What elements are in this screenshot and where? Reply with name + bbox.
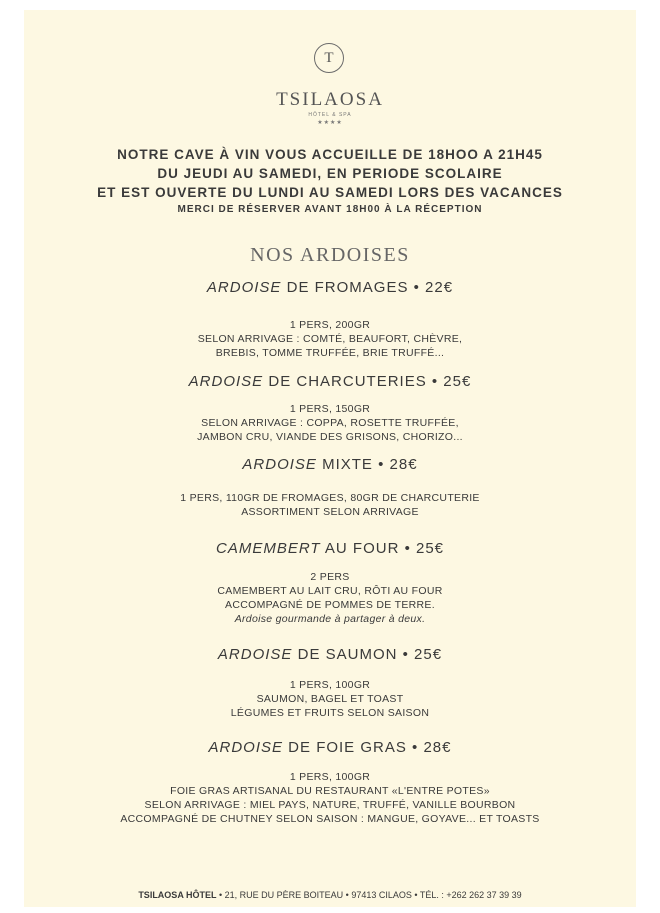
item-title-italic: ARDOISE (206, 279, 282, 296)
item-line: 1 PERS, 110GR DE FROMAGES, 80GR DE CHARCUTERIE (180, 492, 480, 504)
item-title-rest: MIXTE • 28€ (316, 456, 418, 473)
item-line: SAUMON, BAGEL ET TOAST (256, 693, 404, 705)
item-title (24, 739, 636, 756)
section-title: NOS ARDOISES (250, 244, 410, 266)
item-title (24, 373, 636, 390)
item-line: 1 PERS, 100GR (289, 679, 371, 691)
footer-address: • 21, RUE DU PÈRE BOITEAU • 97413 CILAOS • TÉL. : +262 262 37 39 39 (216, 890, 522, 900)
item-title-italic: ARDOISE (188, 373, 264, 390)
item-line: CAMEMBERT AU LAIT CRU, RÔTI AU FOUR (217, 585, 443, 597)
item-title-italic: CAMEMBERT (215, 540, 321, 557)
intro-line-4: MERCI DE RÉSERVER AVANT 18H00 À LA RÉCEPTION (177, 204, 483, 215)
logo-emblem (314, 43, 344, 73)
item-line: LÉGUMES ET FRUITS SELON SAISON (230, 707, 430, 719)
intro-line-3: ET EST OUVERTE DU LUNDI AU SAMEDI LORS DES VACANCES (97, 185, 563, 200)
item-line: BREBIS, TOMME TRUFFÉE, BRIE TRUFFÉ... (215, 347, 445, 359)
intro-line-2: DU JEUDI AU SAMEDI, EN PERIODE SCOLAIRE (157, 166, 503, 181)
item-note: Ardoise gourmande à partager à deux. (234, 613, 426, 625)
item-line: 1 PERS, 200GR (289, 319, 371, 331)
item-line: ACCOMPAGNÉ DE POMMES DE TERRE. (225, 599, 435, 611)
intro-line-1: NOTRE CAVE À VIN VOUS ACCUEILLE DE 18HOO A 21H45 (117, 147, 543, 162)
menu-page (24, 10, 636, 907)
brand-name: TSILAOSA (276, 89, 384, 110)
item-title-rest: DE CHARCUTERIES • 25€ (263, 373, 472, 390)
item-line: FOIE GRAS ARTISANAL DU RESTAURANT «L'ENTRE POTES» (170, 785, 490, 797)
item-title (24, 456, 636, 473)
item-line: 2 PERS (310, 571, 350, 583)
item-title-rest: DE FOIE GRAS • 28€ (283, 739, 452, 756)
item-title-italic: ARDOISE (208, 739, 284, 756)
item-line: ACCOMPAGNÉ DE CHUTNEY SELON SAISON : MANGUE, GOYAVE... ET TOASTS (120, 813, 540, 825)
item-line: SELON ARRIVAGE : MIEL PAYS, NATURE, TRUFFÉ, VANILLE BOURBON (144, 799, 516, 811)
item-title-italic: ARDOISE (242, 456, 317, 473)
item-title (24, 646, 636, 663)
item-line: 1 PERS, 150GR (289, 403, 371, 415)
item-title-rest: DE FROMAGES • 22€ (281, 279, 454, 296)
footer-hotel-name: TSILAOSA HÔTEL (138, 890, 217, 900)
star-rating: ★★★★ (317, 120, 343, 126)
item-line: SELON ARRIVAGE : COPPA, ROSETTE TRUFFÉE, (201, 417, 459, 429)
logo-letter: T (324, 50, 334, 66)
item-title-italic: ARDOISE (217, 646, 293, 663)
item-line: ASSORTIMENT SELON ARRIVAGE (241, 506, 419, 518)
item-title (24, 540, 636, 557)
brand-subtitle: HÔTEL & SPA (308, 112, 352, 118)
item-line: 1 PERS, 100GR (289, 771, 371, 783)
item-title-rest: DE SAUMON • 25€ (292, 646, 443, 663)
item-title-rest: AU FOUR • 25€ (320, 540, 445, 557)
item-title (24, 279, 636, 296)
item-line: SELON ARRIVAGE : COMTÉ, BEAUFORT, CHÈVRE, (197, 333, 463, 345)
footer (24, 890, 636, 900)
item-line: JAMBON CRU, VIANDE DES GRISONS, CHORIZO... (197, 431, 463, 443)
